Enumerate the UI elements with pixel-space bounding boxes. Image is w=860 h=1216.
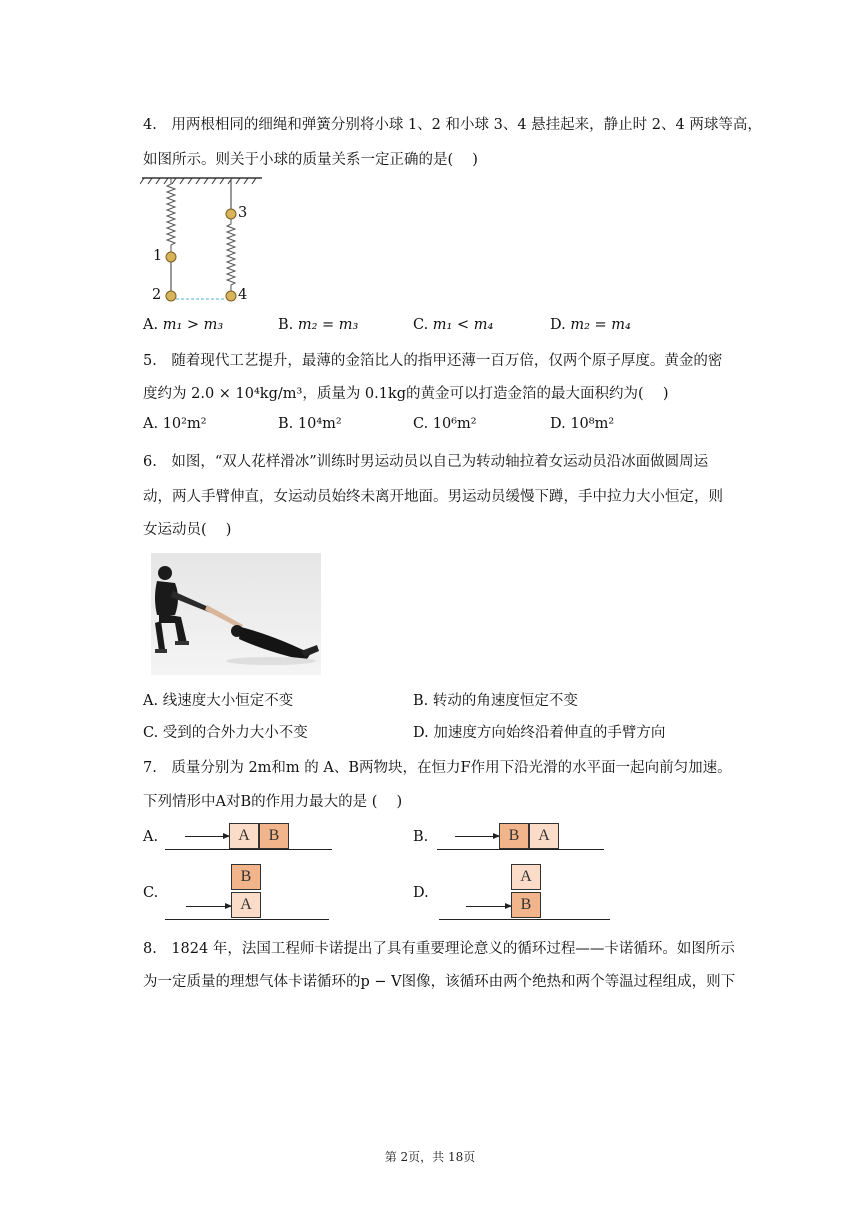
q5-option-a: A. 10²m² <box>143 416 207 432</box>
q5-option-b: B. 10⁴m² <box>278 416 342 432</box>
force-arrow <box>186 906 231 907</box>
ball-label-4: 4 <box>238 287 248 303</box>
force-arrow <box>455 836 499 837</box>
q5-text-line2: 度约为 2.0 × 10⁴kg/m³，质量为 0.1kg的黄金可以打造金箔的最大面积约为( ) <box>143 386 669 402</box>
q6-text-line1: 6. 如图，“双人花样滑冰”训练时男运动员以自己为转动轴拉着女运动员沿冰面做圆周运 <box>143 454 709 470</box>
q6-text-line2: 动，两人手臂伸直，女运动员始终未离开地面。男运动员缓慢下蹲，手中拉力大小恒定，则 <box>143 489 723 505</box>
ball-label-3: 3 <box>238 205 248 221</box>
q7-option-d-letter: D. <box>413 885 429 901</box>
spring-ball-figure <box>140 170 265 305</box>
q5-option-c: C. 10⁶m² <box>413 416 477 432</box>
q5-text-line1: 5. 随着现代工艺提升，最薄的金箔比人的指甲还薄一百万倍，仅两个原子厚度。黄金的密 <box>143 353 723 369</box>
q4-option-a: A. m₁ > m₃ <box>143 317 224 333</box>
ground-line <box>165 919 329 920</box>
block-a: A <box>511 864 541 890</box>
q7-text-line1: 7. 质量分别为 2m和m 的 A、B两物块，在恒力F作用下沿光滑的水平面一起向前匀加速。 <box>143 760 732 776</box>
ball-label-1: 1 <box>153 248 163 264</box>
ball-label-2: 2 <box>152 287 162 303</box>
block-b: B <box>499 823 529 849</box>
q6-option-b: B. 转动的角速度恒定不变 <box>413 693 578 709</box>
q6-option-c: C. 受到的合外力大小不变 <box>143 725 308 741</box>
q5-option-d: D. 10⁸m² <box>550 416 615 432</box>
q4-option-b: B. m₂ = m₃ <box>278 317 359 333</box>
block-a: A <box>229 823 259 849</box>
ground-line <box>165 849 332 850</box>
q7-option-b-letter: B. <box>413 829 429 845</box>
q4-option-c: C. m₁ < m₄ <box>413 317 494 333</box>
q7-option-c-letter: C. <box>143 885 159 901</box>
ground-line <box>439 919 610 920</box>
q7-text-line2: 下列情形中A对B的作用力最大的是 ( ) <box>143 794 403 810</box>
q4-text-line1: 4. 用两根相同的细绳和弹簧分别将小球 1、2 和小球 3、4 悬挂起来，静止时 2、4 两球等高， <box>143 117 762 133</box>
q6-option-a: A. 线速度大小恒定不变 <box>143 693 294 709</box>
block-a: A <box>529 823 559 849</box>
q4-text-line2: 如图所示。则关于小球的质量关系一定正确的是( ) <box>143 152 478 168</box>
page-footer: 第 2页，共 18页 <box>384 1150 476 1164</box>
force-arrow <box>185 836 229 837</box>
q8-text-line2: 为一定质量的理想气体卡诺循环的p − V图像，该循环由两个绝热和两个等温过程组成，则下 <box>143 974 736 990</box>
q6-text-line3: 女运动员( ) <box>143 522 232 538</box>
block-b: B <box>231 864 261 890</box>
force-arrow <box>466 906 511 907</box>
q8-text-line1: 8. 1824 年，法国工程师卡诺提出了具有重要理论意义的循环过程——卡诺循环。如图所示 <box>143 941 735 957</box>
figure-skating-photo <box>151 553 321 675</box>
q6-option-d: D. 加速度方向始终沿着伸直的手臂方向 <box>413 725 666 741</box>
q4-option-d: D. m₂ = m₄ <box>550 317 631 333</box>
block-b: B <box>511 892 541 918</box>
q7-option-a-letter: A. <box>143 829 159 845</box>
ground-line <box>437 849 604 850</box>
block-a: A <box>231 892 261 918</box>
block-b: B <box>259 823 289 849</box>
